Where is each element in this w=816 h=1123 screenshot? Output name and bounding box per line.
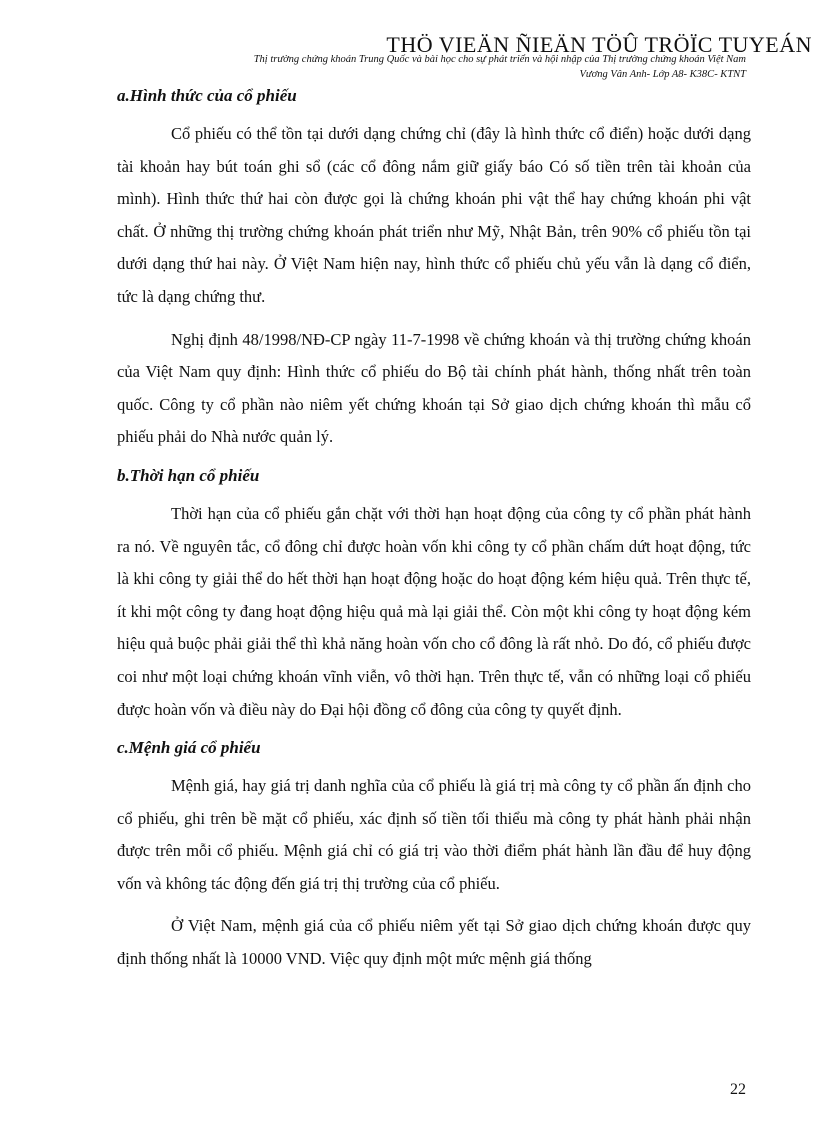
section-heading-term: b.Thời hạn cổ phiếu: [117, 465, 260, 485]
paragraph: Thời hạn của cổ phiếu gắn chặt với thời hạn hoạt động của công ty cổ phần phát hành ra nó. Về nguyên tắc, cổ đông chỉ được hoàn vốn khi công ty cổ phần chấm dứt hoạt động, tức là khi công ty giải thể do hết thời hạn hoạt động hoặc do hoạt động kém hiệu quả. Trên thực tế, ít khi một công ty đang hoạt động hiệu quả mà lại giải thể. Còn một khi công ty hoạt động kém hiệu quả buộc phải giải thể thì khả năng hoàn vốn cho cổ đông là rất nhỏ. Do đó, cổ phiếu được coi như một loại chứng khoán vĩnh viễn, vô thời hạn. Trên thực tế, vẫn có những loại cổ phiếu được hoàn vốn và điều này do Đại hội đồng cổ đông của công ty quyết định.: [117, 503, 751, 719]
paragraph: Mệnh giá, hay giá trị danh nghĩa của cổ phiếu là giá trị mà công ty cổ phần ấn định cho cổ phiếu, ghi trên bề mặt cổ phiếu, xác định số tiền tối thiểu mà công ty phát hành phải nhận được trên mỗi cổ phiếu. Mệnh giá chỉ có giá trị vào thời điểm phát hành lần đầu để huy động vốn và không tác động đến giá trị thị trường của cổ phiếu.: [117, 776, 751, 893]
section-heading-form: a.Hình thức của cổ phiếu: [117, 86, 297, 105]
paragraph: Cổ phiếu có thể tồn tại dưới dạng chứng chỉ (đây là hình thức cổ điển) hoặc dưới dạng tài khoản hay bút toán ghi sổ (các cổ đông nắm giữ giấy báo Có số tiền trên tài khoản của mình). Hình thức thứ hai còn được gọi là chứng khoán phi vật thể hay chứng khoán phi vật chất. Ở những thị trường chứng khoán phát triển như Mỹ, Nhật Bản, trên 90% cổ phiếu tồn tại dưới dạng thứ hai này. Ở Việt Nam hiện nay, hình thức cổ phiếu chủ yếu vẫn là dạng cổ điển, tức là dạng chứng thư.: [117, 124, 751, 306]
library-watermark: THÖ VIEÄN ÑIEÄN TÖÛ TRÖÏC TUYEÁN: [386, 32, 812, 57]
section-heading-par-value: c.Mệnh giá cổ phiếu: [117, 738, 261, 758]
paragraph: Nghị định 48/1998/NĐ-CP ngày 11-7-1998 về chứng khoán và thị trường chứng khoán của Việt Nam quy định: Hình thức cổ phiếu do Bộ tài chính phát hành, thống nhất trên toàn quốc. Công ty cổ phần nào niêm yết chứng khoán tại Sở giao dịch chứng khoán thì mẫu cổ phiếu phải do Nhà nước quản lý.: [117, 329, 751, 447]
book-title: Thị trường chứng khoán Trung Quốc và bài học cho sự phát triển và hội nhập của Thị trường chứng khoán Việt Nam: [253, 54, 746, 65]
running-header: [106, 52, 746, 82]
document-body: [117, 84, 751, 976]
page-number: 22: [730, 1081, 746, 1098]
author-line: Vương Vân Anh- Lớp A8- K38C- KTNT: [579, 69, 746, 80]
paragraph: Ở Việt Nam, mệnh giá của cổ phiếu niêm yết tại Sở giao dịch chứng khoán được quy định thống nhất là 10000 VND. Việc quy định một mức mệnh giá thống: [117, 916, 751, 969]
